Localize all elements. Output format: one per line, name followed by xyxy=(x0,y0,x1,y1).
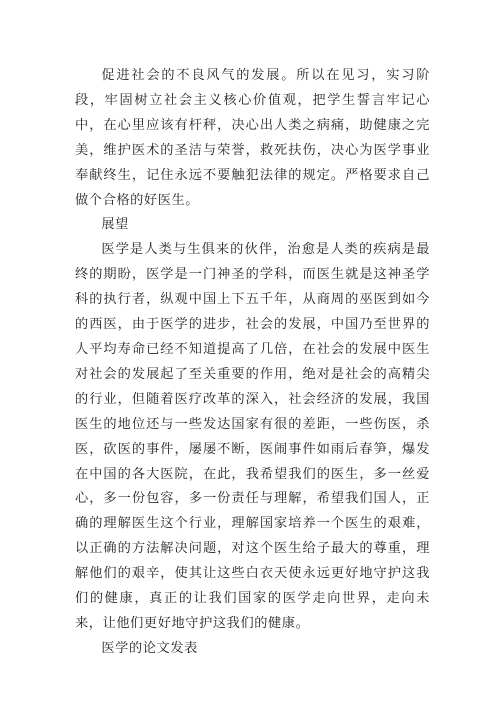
paragraph-outlook: 医学是人类与生俱来的伙伴，治愈是人类的疾病是最终的期盼，医学是一门神圣的学科，而医生就是这神圣学科的执行者，纵观中国上下五千年，从商周的巫医到如今的西医，由于医学的进步，社会的发展，中国乃至世界的人平均寿命已经不知道提高了几倍，在社会的发展中医生对社会的发展起了至关重要的作用，绝对是社会的高精尖的行业，但随着医疗改革的深入，社会经济的发展，我国医生的地位还与一些发达国家有很的差距，一些伤医，杀医，砍医的事件，屡屡不断，医闹事件如雨后春笋，爆发在中国的各大医院，在此，我希望我们的医生，多一丝爱心，多一份包容，多一份责任与理解，希望我们国人，正确的理解医生这个行业，理解国家培养一个医生的艰难，以正确的方法解决问题，对这个医生给子最大的尊重，理解他们的艰辛，使其让这些白衣天使永远更好地守护这我们的健康，真正的让我们国家的医学走向世界，走向未来，让他们更好地守护这我们的健康。 xyxy=(75,242,430,631)
section-heading-paper-publication: 医学的论文发表 xyxy=(101,640,198,656)
document-body xyxy=(75,64,430,662)
paragraph-medical-ethics: 促进社会的不良风气的发展。所以在见习，实习阶段，牢固树立社会主义核心价值观，把学生誓言牢记心中，在心里应该有杆秤，决心出人类之病痛，助健康之完美，维护医术的圣洁与荣誉，救死扶伤，决心为医学事业奉献终生，记住永远不要触犯法律的规定。严格要求自己做个合格的好医生。 xyxy=(75,68,430,208)
section-heading-outlook: 展望 xyxy=(101,217,129,233)
